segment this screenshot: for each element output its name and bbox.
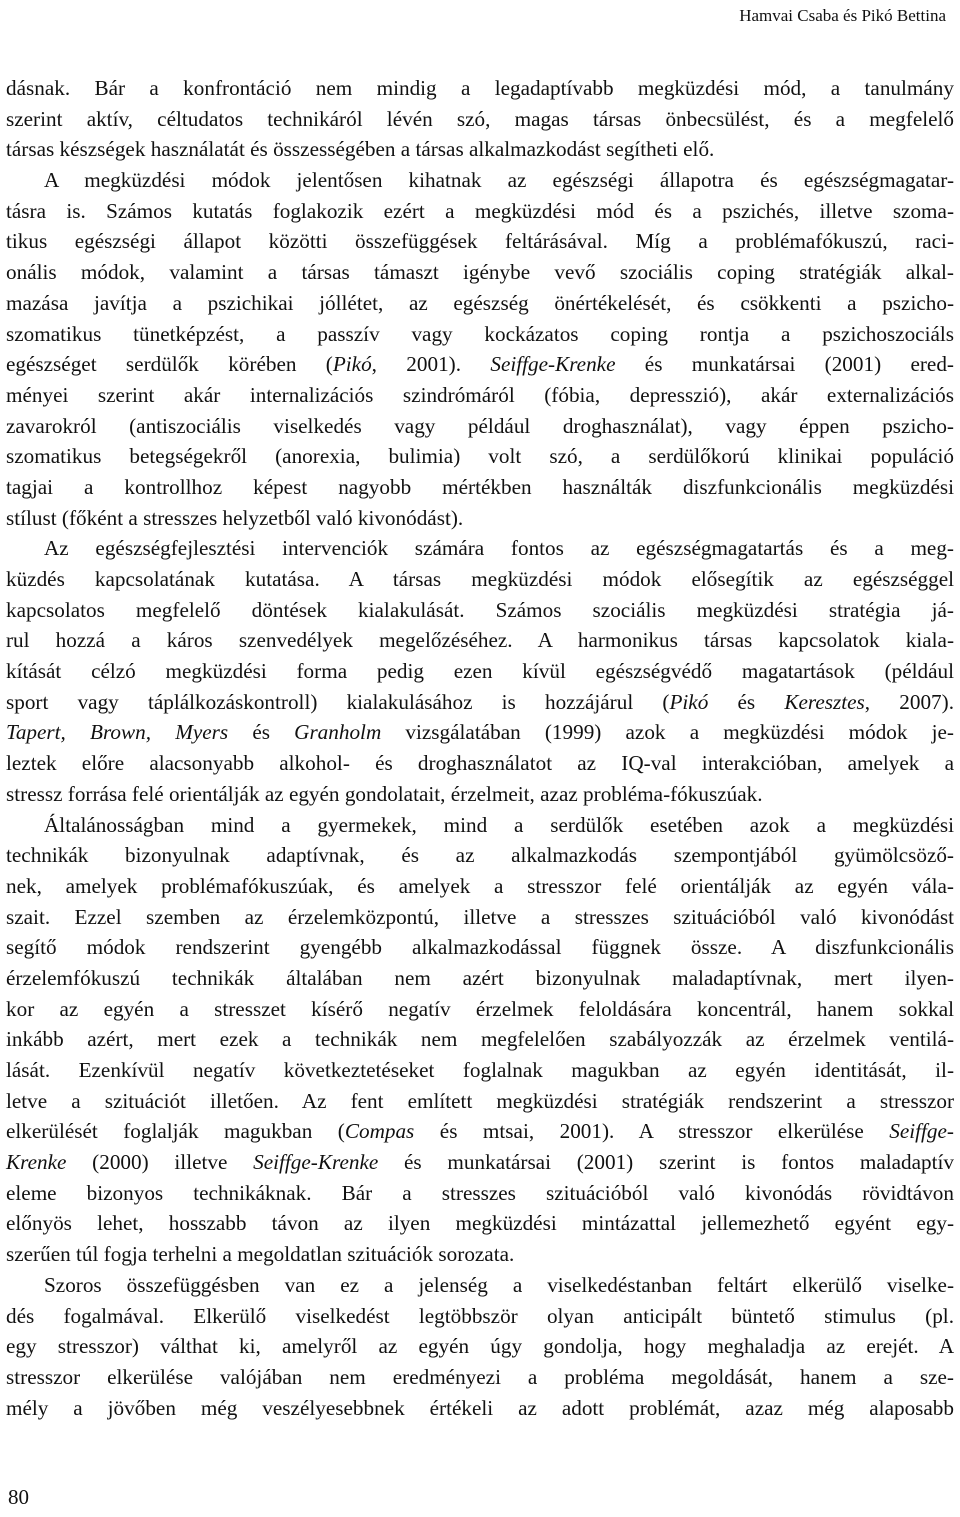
text-line: rul hozzá a káros szenvedélyek megelőzéséhez. A harmonikus társas kapcsolatok kiala- [6, 628, 954, 653]
text-line: onális módok, valamint a társas támaszt igénybe vevő szociális coping stratégiák alkal- [6, 260, 954, 285]
text-line: dásnak. Bár a konfrontáció nem mindig a legadaptívabb megküzdési mód, a tanulmány [6, 76, 954, 100]
text-line: Krenke (2000) illetve Seiffge-Krenke és munkatársai (2001) szerint is fontos maladaptív [6, 1150, 954, 1175]
page-number: 80 [8, 1485, 29, 1509]
text-line: nek, amelyek problémafókuszúak, és amelyek a stresszor felé orientálják az egyén vála- [6, 873, 954, 898]
text-line: kítását célzó megküzdési forma pedig ezen kívül egészségvédő magatartások (például [6, 659, 954, 684]
text-line: Szoros összefüggésben van ez a jelenség a viselkedéstanban feltárt elkerülő viselke- [44, 1272, 954, 1297]
text-line: Az egészségfejlesztési intervenciók számára fontos az egészségmagatartás és a meg- [44, 536, 954, 561]
text-line: tásra is. Számos kutatás foglakozik ezért a megküzdési mód és a pszichés, illetve szoma- [6, 198, 954, 223]
running-header: Hamvai Csaba és Pikó Bettina [739, 6, 946, 25]
text-line: Általánosságban mind a gyermekek, mind a serdülők esetében azok a megküzdési [44, 812, 954, 837]
body-text [6, 73, 954, 1423]
text-line: társas készségek használatát és összességében a társas alkalmazkodást segítheti elő. [6, 137, 715, 162]
text-line: letve a szituációt illetően. Az fent említett megküzdési stratégiák rendszerint a stresszor [6, 1088, 954, 1113]
text-line: előnyös lehet, hosszabb távon az ilyen megküzdési mintázattal jellemezhető egyént egy- [6, 1211, 954, 1236]
text-line: mély a jövőben még veszélyesebbnek értékeli az adott problémát, azaz még alaposabb [6, 1395, 954, 1420]
text-line: dés fogalmával. Elkerülő viselkedést legtöbbször olyan anticipált büntető stimulus (pl. [6, 1303, 954, 1328]
text-line: stílust (főként a stresszes helyzetből való kivonódást). [6, 505, 464, 530]
text-line: technikák bizonyulnak adaptívnak, és az alkalmazkodás szempontjából gyümölcsöző- [6, 843, 954, 868]
text-line: szomatikus tünetképzést, a passzív vagy kockázatos coping rontja a pszichoszociáls [6, 321, 954, 346]
text-line: tikus egészségi állapot közötti összefüggések feltárásával. Míg a problémafókuszú, raci- [6, 229, 954, 254]
text-line: sport vagy táplálkozáskontroll) kialakulásához is hozzájárul (Pikó és Keresztes, 2007). [6, 689, 954, 714]
text-line: inkább azért, mert ezek a technikák nem megfelelően szabályozzák az érzelmek ventilá- [6, 1027, 954, 1052]
text-line: egy stresszor) válthat ki, amelyről az egyén úgy gondolja, hogy meghaladja az erejét. A [6, 1334, 954, 1359]
text-line: segítő módok rendszerint gyengébb alkalmazkodással függnek össze. A diszfunkcionális [6, 935, 954, 960]
text-line: mazása javítja a pszichikai jóllétet, az egészség önértékelését, és csökkenti a pszicho- [6, 290, 954, 315]
text-line: eleme bizonyos technikáknak. Bár a stresszes szituációból való kivonódás rövidtávon [6, 1180, 954, 1205]
text-line: egészséget serdülők körében (Pikó, 2001). Seiffge-Krenke és munkatársai (2001) ered- [6, 352, 954, 377]
text-line: szerint aktív, céltudatos technikáról lévén szó, magas társas önbecsülést, és a megfelelő [6, 106, 954, 131]
text-line: elkerülését foglalják magukban (Compas és mtsai, 2001). A stresszor elkerülése Seiffge- [6, 1119, 954, 1144]
text-line: szait. Ezzel szemben az érzelemközpontú, illetve a stresszes szituációból való kivonódást [6, 904, 954, 929]
text-line: zavarokról (antiszociális viselkedés vagy például droghasználat), vagy éppen pszicho- [6, 413, 954, 438]
text-line: érzelemfókuszú technikák általában nem azért bizonyulnak maladaptívnak, mert ilyen- [6, 965, 954, 990]
text-line: leztek előre alacsonyabb alkohol- és droghasználatot az IQ-val interakcióban, amelyek a [6, 751, 954, 776]
text-line: ményei szerint akár internalizációs szindrómáról (fóbia, depresszió), akár externalizációs [6, 382, 954, 407]
text-line: stresszor elkerülése valójában nem eredményezi a probléma megoldását, hanem a sze- [6, 1364, 954, 1389]
text-line: küzdés kapcsolatának kutatása. A társas megküzdési módok elősegítik az egészséggel [6, 567, 954, 591]
text-line: A megküzdési módok jelentősen kihatnak az egészségi állapotra és egészségmagatar- [44, 168, 954, 193]
text-line: tagjai a kontrollhoz képest nagyobb mértékben használták diszfunkcionális megküzdési [6, 474, 954, 499]
text-line: stressz forrása felé orientálják az egyén gondolatait, érzelmeit, azaz probléma-fókuszúak. [6, 781, 763, 806]
text-line: szerűen túl fogja terhelni a megoldatlan szituációk sorozata. [6, 1242, 515, 1267]
text-line: kapcsolatos megfelelő döntések kialakulását. Számos szociális megküzdési stratégia já- [6, 597, 954, 622]
text-line: szomatikus betegségekről (anorexia, bulimia) volt szó, a serdülőkorú klinikai populáció [6, 444, 954, 469]
text-line: lását. Ezenkívül negatív következtetéseket foglalnak magukban az egyén identitását, il- [6, 1058, 954, 1082]
text-line: kor az egyén a stresszet kísérő negatív érzelmek feloldására koncentrál, hanem sokkal [6, 996, 954, 1021]
text-line: Tapert, Brown, Myers és Granholm vizsgálatában (1999) azok a megküzdési módok je- [6, 720, 954, 745]
